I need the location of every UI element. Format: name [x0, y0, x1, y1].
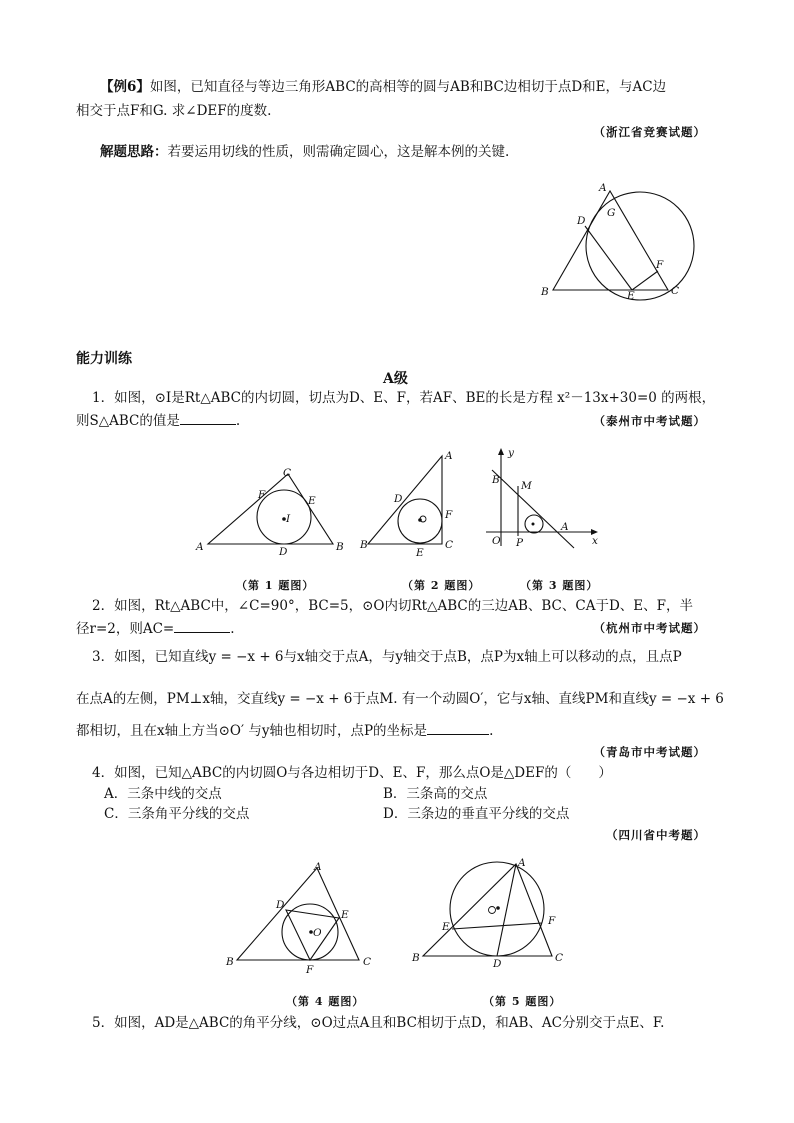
f4-label-E: E — [341, 909, 349, 921]
f4-label-O: O — [313, 927, 322, 939]
q5-figure — [410, 856, 575, 974]
example6-figure — [535, 178, 695, 303]
q3-figure — [478, 446, 604, 558]
f3-label-B: B — [492, 474, 500, 486]
q1-line2: 则S△ABC的值是 . — [76, 413, 241, 429]
f5-label-B: B — [412, 952, 420, 964]
f1-label-E: E — [308, 495, 316, 507]
q2-answer-blank[interactable] — [174, 620, 230, 633]
f5-label-C: C — [555, 952, 564, 964]
q3-line3: 都相切，且在x轴上方当⊙O′ 与y轴也相切时，点P的坐标是 . — [76, 723, 494, 739]
f3-label-P: P — [516, 537, 524, 549]
example6-line1: 【例6】如图，已知直径与等边三角形ABC的高相等的圆与AB和BC边相切于点D和E，与AC边 — [100, 79, 667, 95]
q3-line1: 3．如图，已知直线y = −x + 6与x轴交于点A，与y轴交于点B，点P为x轴上可以移动的点，且点P — [92, 649, 682, 665]
q2-line1: 2．如图，Rt△ABC中，∠C=90°，BC=5，⊙O内切Rt△ABC的三边AB、BC、CA于D、E、F，半 — [92, 598, 693, 614]
ex-label-F: F — [656, 259, 664, 271]
fig5-caption: （第 5 题图） — [483, 995, 562, 1008]
hint-label: 解题思路： — [100, 144, 168, 160]
f1-label-D: D — [279, 546, 288, 558]
example6-source: （浙江省竞赛试题） — [593, 125, 706, 139]
f3-label-y: y — [508, 447, 514, 459]
q1-figure — [190, 462, 350, 560]
f2-label-D: D — [394, 493, 403, 505]
q4-source: （四川省中考题） — [606, 828, 706, 842]
f2-label-B: B — [360, 539, 368, 551]
f3-label-O: O — [492, 535, 501, 547]
f4-label-B: B — [226, 956, 234, 968]
ex-label-C: C — [671, 285, 680, 297]
f1-label-B: B — [336, 541, 344, 553]
q4-option-c[interactable]: C．三条角平分线的交点 — [104, 806, 250, 822]
f4-label-F: F — [306, 964, 314, 976]
f1-label-A: A — [196, 541, 204, 553]
f5-label-E: E — [442, 921, 450, 933]
f3-label-M: M — [521, 480, 532, 492]
f1-label-C: C — [283, 467, 292, 479]
q4-figure — [222, 858, 382, 976]
ex-label-B: B — [541, 286, 549, 298]
q2-source: （杭州市中考试题） — [593, 621, 706, 635]
f5-label-A: A — [518, 857, 526, 869]
f2-label-C: C — [445, 539, 454, 551]
f2-label-F: F — [445, 509, 453, 521]
f2-label-A: A — [445, 450, 453, 462]
q4-option-b[interactable]: B．三条高的交点 — [383, 786, 488, 802]
q1-source: （泰州市中考试题） — [593, 414, 706, 428]
q1-line1: 1．如图，⊙I是Rt△ABC的内切圆，切点为D、E、F，若AF、BE的长是方程 x²－13x+30=0 的两根， — [92, 390, 716, 406]
q2-line2: 径r=2，则AC= . — [76, 621, 235, 637]
ex-label-G: G — [607, 207, 616, 219]
f1-label-F: F — [258, 489, 266, 501]
level-title: A级 — [383, 371, 408, 387]
section-title: 能力训练 — [76, 351, 132, 367]
f3-label-A: A — [561, 521, 569, 533]
example6-hint: 解题思路：若要运用切线的性质，则需确定圆心，这是解本例的关键. — [100, 144, 510, 160]
q3-answer-blank[interactable] — [427, 722, 489, 735]
f5-label-D: D — [493, 958, 502, 970]
example6-line2: 相交于点F和G. 求∠DEF的度数. — [76, 103, 272, 119]
f2-label-E: E — [416, 547, 424, 559]
q2-figure — [356, 448, 466, 560]
ex-label-A: A — [599, 182, 607, 194]
f4-label-C: C — [363, 956, 372, 968]
ex-label-E: E — [627, 290, 635, 302]
q4-option-d[interactable]: D．三条边的垂直平分线的交点 — [383, 806, 570, 822]
q1-answer-blank[interactable] — [180, 412, 236, 425]
fig2-caption: （第 2 题图） — [402, 579, 481, 592]
fig1-caption: （第 1 题图） — [236, 579, 315, 592]
f1-label-I: I — [286, 513, 291, 525]
fig4-caption: （第 4 题图） — [286, 995, 365, 1008]
ex-label-D: D — [577, 215, 586, 227]
q4-line1: 4．如图，已知△ABC的内切圆O与各边相切于D、E、F，那么点O是△DEF的（ ） — [92, 765, 612, 781]
f4-label-D: D — [276, 899, 285, 911]
fig3-caption: （第 3 题图） — [520, 579, 599, 592]
example6-tag: 【例6】 — [100, 79, 150, 95]
q3-line2: 在点A的左侧，PM⊥x轴，交直线y = −x + 6于点M. 有一个动圆O′，它与x轴、直线PM和直线y = −x + 6 — [76, 691, 724, 707]
q3-source: （青岛市中考试题） — [593, 745, 706, 759]
f5-label-F: F — [548, 915, 556, 927]
f3-label-x: x — [592, 535, 598, 547]
q5-line1: 5．如图，AD是△ABC的角平分线，⊙O过点A且和BC相切于点D，和AB、AC分别交于点E、F. — [92, 1015, 665, 1031]
f4-label-A: A — [314, 861, 322, 873]
q4-option-a[interactable]: A．三条中线的交点 — [104, 786, 222, 802]
